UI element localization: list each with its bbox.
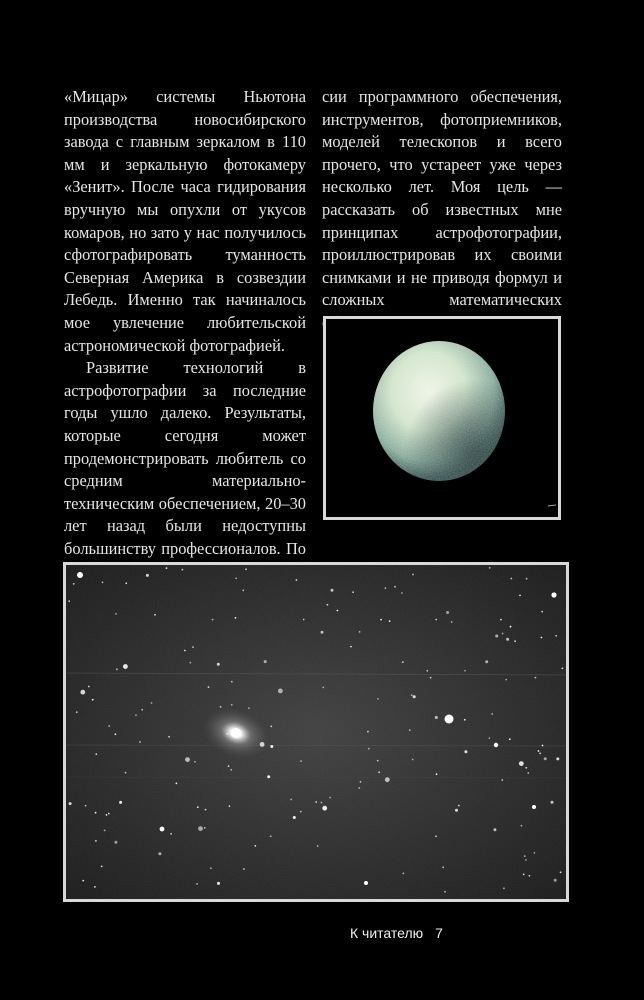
star [192,646,194,648]
star [242,590,244,592]
star [495,635,498,638]
star [119,801,122,804]
star [485,660,488,663]
star [455,809,458,812]
star [464,750,467,753]
star [527,772,529,774]
star [85,805,87,807]
star [158,852,161,855]
star [104,830,106,832]
star [95,812,97,814]
star [551,801,554,804]
bright-star [532,805,536,809]
star [451,621,453,623]
star [436,773,438,775]
star [378,771,380,773]
star [135,714,137,716]
star [435,716,438,719]
star [409,729,411,731]
star [182,569,184,571]
star [525,859,527,861]
bright-star [551,592,556,597]
star [194,761,196,763]
star [524,855,526,857]
star [204,827,206,829]
star [403,873,405,875]
star [442,866,444,868]
star [377,698,379,700]
star [509,738,511,740]
star [146,574,149,577]
star [125,772,127,774]
text-column-left [64,86,306,606]
star [303,619,305,621]
star [212,619,214,621]
star [82,880,84,882]
star [502,633,504,635]
star [430,677,432,679]
star [542,745,544,747]
star [535,677,537,679]
star [544,757,547,760]
star [270,745,273,748]
star [350,646,352,648]
star [231,681,233,683]
planet-photo-icon [326,319,558,517]
text-column-right [322,86,562,335]
star [176,783,178,785]
star [95,840,97,842]
star [368,748,370,750]
star [385,777,390,782]
star [529,875,531,877]
star [327,604,329,606]
comet-photo [63,562,569,902]
star [491,713,493,715]
star [108,725,110,727]
star [523,874,525,876]
star [401,592,403,594]
star [322,806,327,811]
star [139,741,141,743]
star [198,826,203,831]
star [108,813,110,815]
star [92,699,94,701]
star [521,825,523,827]
star [505,679,507,681]
star [554,879,557,882]
page-number: 7 [435,925,443,941]
star [426,670,428,672]
star [560,871,562,873]
star [296,579,298,581]
star [125,582,127,584]
star [217,663,220,666]
star [458,805,460,807]
bright-star [445,715,454,724]
star [510,578,512,580]
star [278,689,283,694]
star [435,619,437,621]
star [377,760,379,762]
star [69,802,72,805]
star [196,883,198,885]
star [555,635,557,637]
star [115,613,117,615]
star [514,640,516,642]
star [411,694,413,696]
star [270,835,272,837]
star [412,759,414,761]
star [412,574,414,576]
star [106,814,108,816]
star [228,765,230,767]
star [114,841,117,844]
star [503,887,505,889]
star [210,867,212,869]
comet-starfield-photo-icon [66,565,566,899]
star [358,787,360,789]
star [321,631,324,634]
star [115,733,117,735]
star [185,757,190,762]
star [197,806,199,808]
star [141,709,143,711]
star [444,891,446,893]
star [464,670,466,672]
page-footer [350,925,443,941]
star [293,816,296,819]
star [231,704,233,706]
bright-star [160,827,165,832]
star [94,886,96,888]
star [493,828,496,831]
star [300,760,302,762]
star [539,753,541,755]
star [184,650,186,652]
star [254,845,256,847]
star [123,664,128,669]
star [235,617,237,619]
star [389,620,391,622]
star [321,802,323,804]
star [534,852,536,854]
star [556,757,559,760]
star [519,595,521,597]
star [331,589,334,592]
star [170,833,172,835]
star [352,591,354,593]
star [154,614,156,616]
paragraph: сии программного обеспечения, инструментов, фотоприемников, моделей телескопов и всего прочего, что устареет уже через несколько лет. Моя цель — рассказать об известных мне принципах астрофотографии, проиллюстрировав их своими снимками и не приводя формул и сложных математических [322,87,562,310]
star [538,750,540,752]
star [329,797,331,799]
star [413,695,416,698]
star [220,706,222,708]
star [435,835,437,837]
star [506,638,509,641]
star [95,753,97,755]
star [402,661,404,663]
star [541,637,543,639]
star [385,587,387,589]
star [359,631,361,633]
star [229,805,231,807]
bright-star [77,572,83,578]
star [168,736,170,738]
star [337,610,339,612]
star [226,733,228,735]
star [526,578,528,580]
star [80,690,85,695]
star [489,737,491,739]
star [116,668,118,670]
star [235,577,237,579]
star [270,726,272,728]
star [208,686,210,688]
star [205,809,207,811]
star [88,686,90,688]
star [230,769,232,771]
star [245,568,247,570]
planet-photo [323,316,561,520]
star [322,687,324,689]
star [151,702,153,704]
star [317,845,319,847]
star [510,626,512,628]
star [464,719,466,721]
star [380,619,382,621]
star [541,611,543,613]
star [290,799,292,801]
star [315,801,317,803]
star [300,811,302,813]
bright-star [494,743,498,747]
star [501,779,503,781]
star [260,742,265,747]
star [367,731,369,733]
star [76,711,78,713]
star [248,707,250,709]
star [190,662,192,664]
star [102,582,104,584]
paragraph: Развитие технологий в астрофотографии за последние годы ушло далеко. Результаты, которые сегодня может продемонстрировать любитель со средним материально-техническим обеспечением, 20–30 лет назад были недоступны большинству профессионалов. По [64,358,306,558]
star [73,583,75,585]
star [500,619,502,621]
star [489,567,491,569]
star [101,866,103,868]
star [264,660,267,663]
star [519,761,524,766]
star [217,882,220,885]
star [446,611,449,614]
star [394,586,396,588]
paragraph: «Мицар» системы Ньютона производства новосибирского завода с главным зеркалом в 110 мм и зеркальную фотокамеру «Зенит». После часа гидирования вручную мы опухли от укусов комаров, но зато у нас получилось сфотографировать туманность Северная Америка в созвездии Лебедь. Именно так начиналось мое увлечение любительской астрономической фотографией. [64,87,306,355]
star [562,668,564,670]
star [267,775,270,778]
running-head: К читателю [350,925,424,941]
star [360,781,362,783]
star [166,567,168,569]
star [68,600,70,602]
star [525,767,527,769]
star [243,868,245,870]
bright-star [364,881,368,885]
